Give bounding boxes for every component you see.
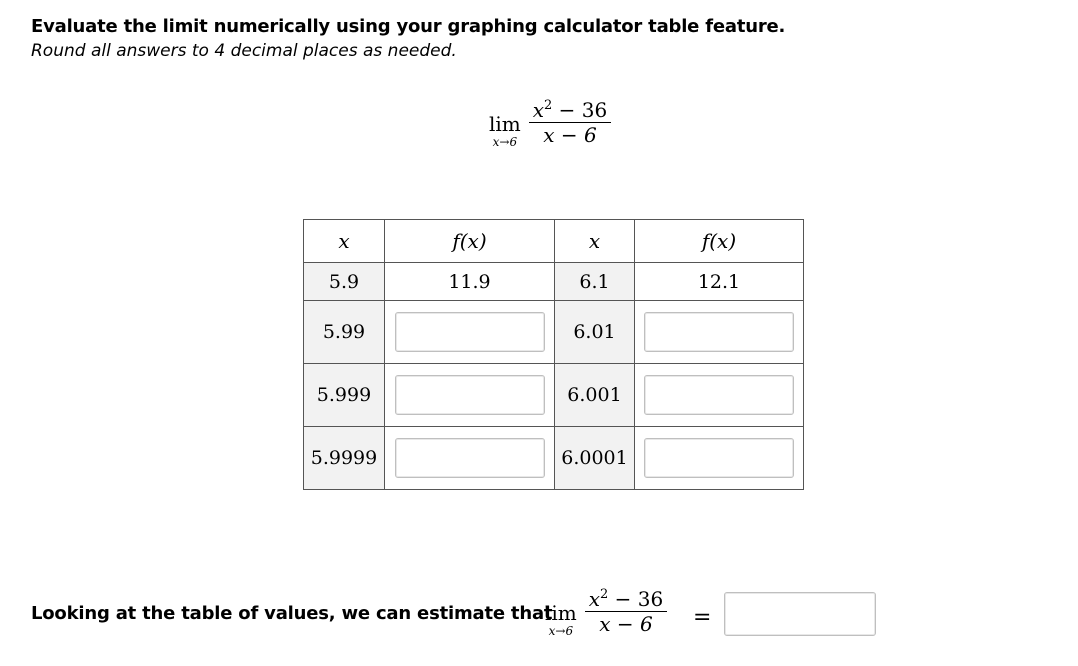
table-row [304, 427, 804, 490]
limit-fraction [529, 98, 611, 147]
fx-input-left-2[interactable] [395, 375, 545, 415]
table-row [304, 263, 804, 301]
fx-input-left-3[interactable] [395, 438, 545, 478]
x-value-left: 5.999 [304, 364, 385, 427]
x-value-right: 6.01 [555, 301, 635, 364]
fx-value-left: 11.9 [385, 263, 555, 301]
values-table [303, 219, 804, 490]
header-fx-right: f(x) [635, 220, 804, 263]
x-value-left: 5.9 [304, 263, 385, 301]
x-value-left: 5.9999 [304, 427, 385, 490]
equals-sign: = [693, 605, 712, 630]
limit-fraction [585, 587, 667, 636]
fx-input-left-1[interactable] [395, 312, 545, 352]
lim-subscript: x→6 [548, 624, 574, 638]
lim-operator [489, 113, 521, 149]
fraction-denominator: x − 6 [599, 611, 653, 636]
fx-value-right: 12.1 [635, 263, 804, 301]
fraction-numerator: $x^2 - 36$ [532, 97, 608, 122]
fx-cell-left [385, 427, 555, 490]
lim-subscript: x→6 [492, 135, 518, 149]
fx-cell-right [635, 301, 804, 364]
fx-cell-right [635, 364, 804, 427]
lim-word: lim [489, 112, 521, 136]
x-value-left: 5.99 [304, 301, 385, 364]
fx-input-right-1[interactable] [644, 312, 794, 352]
fraction-numerator: $x^2 - 36$ [588, 586, 664, 611]
lim-word: lim [545, 601, 577, 625]
limit-answer-input[interactable] [724, 592, 876, 636]
conclusion-limit-expression [545, 584, 667, 638]
fx-cell-right [635, 427, 804, 490]
fx-input-right-3[interactable] [644, 438, 794, 478]
fraction-denominator: x − 6 [543, 122, 597, 147]
x-value-right: 6.0001 [555, 427, 635, 490]
instructions-subtitle: Round all answers to 4 decimal places as needed. [31, 41, 457, 61]
conclusion-text: Looking at the table of values, we can estimate that [31, 603, 553, 624]
fx-input-right-2[interactable] [644, 375, 794, 415]
limit-expression [489, 95, 611, 149]
lim-operator [545, 602, 577, 638]
fx-cell-left [385, 364, 555, 427]
header-x-left: x [304, 220, 385, 263]
header-fx-left: f(x) [385, 220, 555, 263]
table-row [304, 301, 804, 364]
fx-cell-left [385, 301, 555, 364]
x-value-right: 6.1 [555, 263, 635, 301]
table-row [304, 364, 804, 427]
table-header-row [304, 220, 804, 263]
instructions-title: Evaluate the limit numerically using your graphing calculator table feature. [31, 16, 786, 37]
x-value-right: 6.001 [555, 364, 635, 427]
header-x-right: x [555, 220, 635, 263]
